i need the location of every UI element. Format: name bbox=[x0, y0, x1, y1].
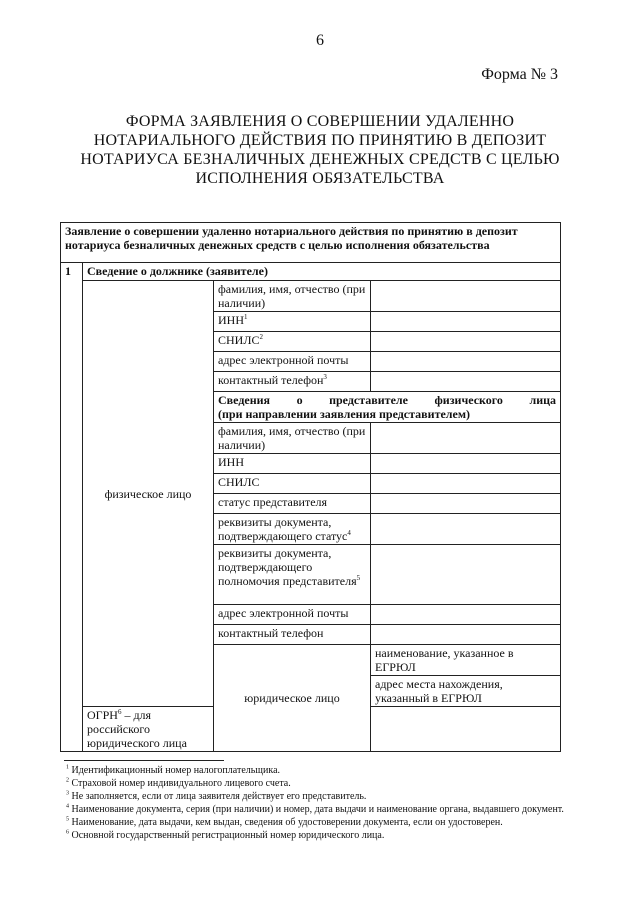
field-value-cell[interactable] bbox=[371, 545, 561, 605]
form-label: Форма № 3 bbox=[481, 66, 558, 83]
field-value-cell[interactable] bbox=[371, 454, 561, 474]
field-value-cell[interactable] bbox=[371, 605, 561, 625]
field-label: контактный телефон bbox=[214, 625, 371, 645]
field-label: ОГРН$^6$ – для российского юридического лица bbox=[83, 707, 214, 752]
footnote: $^5$ Наименование, дата выдачи, кем выдан, сведения об удостоверении документа, если он удостоверен. bbox=[66, 816, 503, 828]
field-value-cell[interactable] bbox=[371, 372, 561, 392]
field-label: СНИЛС bbox=[214, 474, 371, 494]
field-label: адрес электронной почты bbox=[214, 352, 371, 372]
field-value-cell[interactable] bbox=[371, 332, 561, 352]
field-label: фамилия, имя, отчество (при наличии) bbox=[214, 423, 371, 454]
field-label: контактный телефон$^3$ bbox=[214, 372, 371, 392]
field-label: статус представителя bbox=[214, 494, 371, 514]
field-value-cell[interactable] bbox=[371, 494, 561, 514]
legal-entity-label: юридическое лицо bbox=[214, 645, 371, 752]
field-label: ИНН$^1$ bbox=[214, 312, 371, 332]
footnote: $^4$ Наименование документа, серия (при наличии) и номер, дата выдачи и наименование органа, выдавшего документ. bbox=[66, 803, 564, 815]
footnote-divider bbox=[64, 760, 224, 761]
field-value-cell[interactable] bbox=[371, 423, 561, 454]
title-line: ФОРМА ЗАЯВЛЕНИЯ О СОВЕРШЕНИИ УДАЛЕННО bbox=[125, 113, 515, 130]
field-value-cell[interactable] bbox=[371, 281, 561, 312]
section-title: Сведение о должнике (заявителе) bbox=[83, 263, 561, 281]
field-label: адрес места нахождения, указанный в ЕГРЮЛ bbox=[371, 676, 561, 707]
field-label: реквизиты документа, подтверждающего полномочия представителя$^5$ bbox=[214, 545, 371, 605]
title-line: НОТАРИАЛЬНОГО ДЕЙСТВИЯ ПО ПРИНЯТИЮ В ДЕПОЗИТ bbox=[93, 132, 547, 149]
title-line: ИСПОЛНЕНИЯ ОБЯЗАТЕЛЬСТВА bbox=[195, 170, 445, 187]
representative-heading: Сведения о представителе физического лица (при направлении заявления представителем) bbox=[214, 392, 561, 423]
field-value-cell[interactable] bbox=[371, 707, 561, 752]
field-label: реквизиты документа, подтверждающего статус$^4$ bbox=[214, 514, 371, 545]
footnote: $^6$ Основной государственный регистрационный номер юридического лица. bbox=[66, 829, 385, 841]
field-value-cell[interactable] bbox=[371, 312, 561, 332]
footnotes bbox=[66, 764, 566, 842]
footnote: $^3$ Не заполняется, если от лица заявителя действует его представитель. bbox=[66, 790, 367, 802]
field-value-cell[interactable] bbox=[371, 514, 561, 545]
individual-label: физическое лицо bbox=[83, 281, 214, 707]
field-value-cell[interactable] bbox=[371, 352, 561, 372]
field-label: фамилия, имя, отчество (при наличии) bbox=[214, 281, 371, 312]
page-number: 6 bbox=[316, 32, 324, 49]
field-label: наименование, указанное в ЕГРЮЛ bbox=[371, 645, 561, 676]
field-label: адрес электронной почты bbox=[214, 605, 371, 625]
table-header: Заявление о совершении удаленно нотариального действия по принятию в депозит нотариуса безналичных денежных средств с целью исполнения обязательства bbox=[61, 223, 561, 263]
footnote: $^1$ Идентификационный номер налогоплательщика. bbox=[66, 764, 281, 776]
field-label: СНИЛС$^2$ bbox=[214, 332, 371, 352]
field-label: ИНН bbox=[214, 454, 371, 474]
field-value-cell[interactable] bbox=[371, 625, 561, 645]
document-title bbox=[60, 112, 580, 188]
footnote: $^2$ Страховой номер индивидуального лицевого счета. bbox=[66, 777, 291, 789]
title-line: НОТАРИУСА БЕЗНАЛИЧНЫХ ДЕНЕЖНЫХ СРЕДСТВ С ЦЕЛЬЮ bbox=[80, 151, 560, 168]
application-form-table bbox=[60, 222, 561, 752]
section-number: 1 bbox=[61, 263, 83, 752]
field-value-cell[interactable] bbox=[371, 474, 561, 494]
